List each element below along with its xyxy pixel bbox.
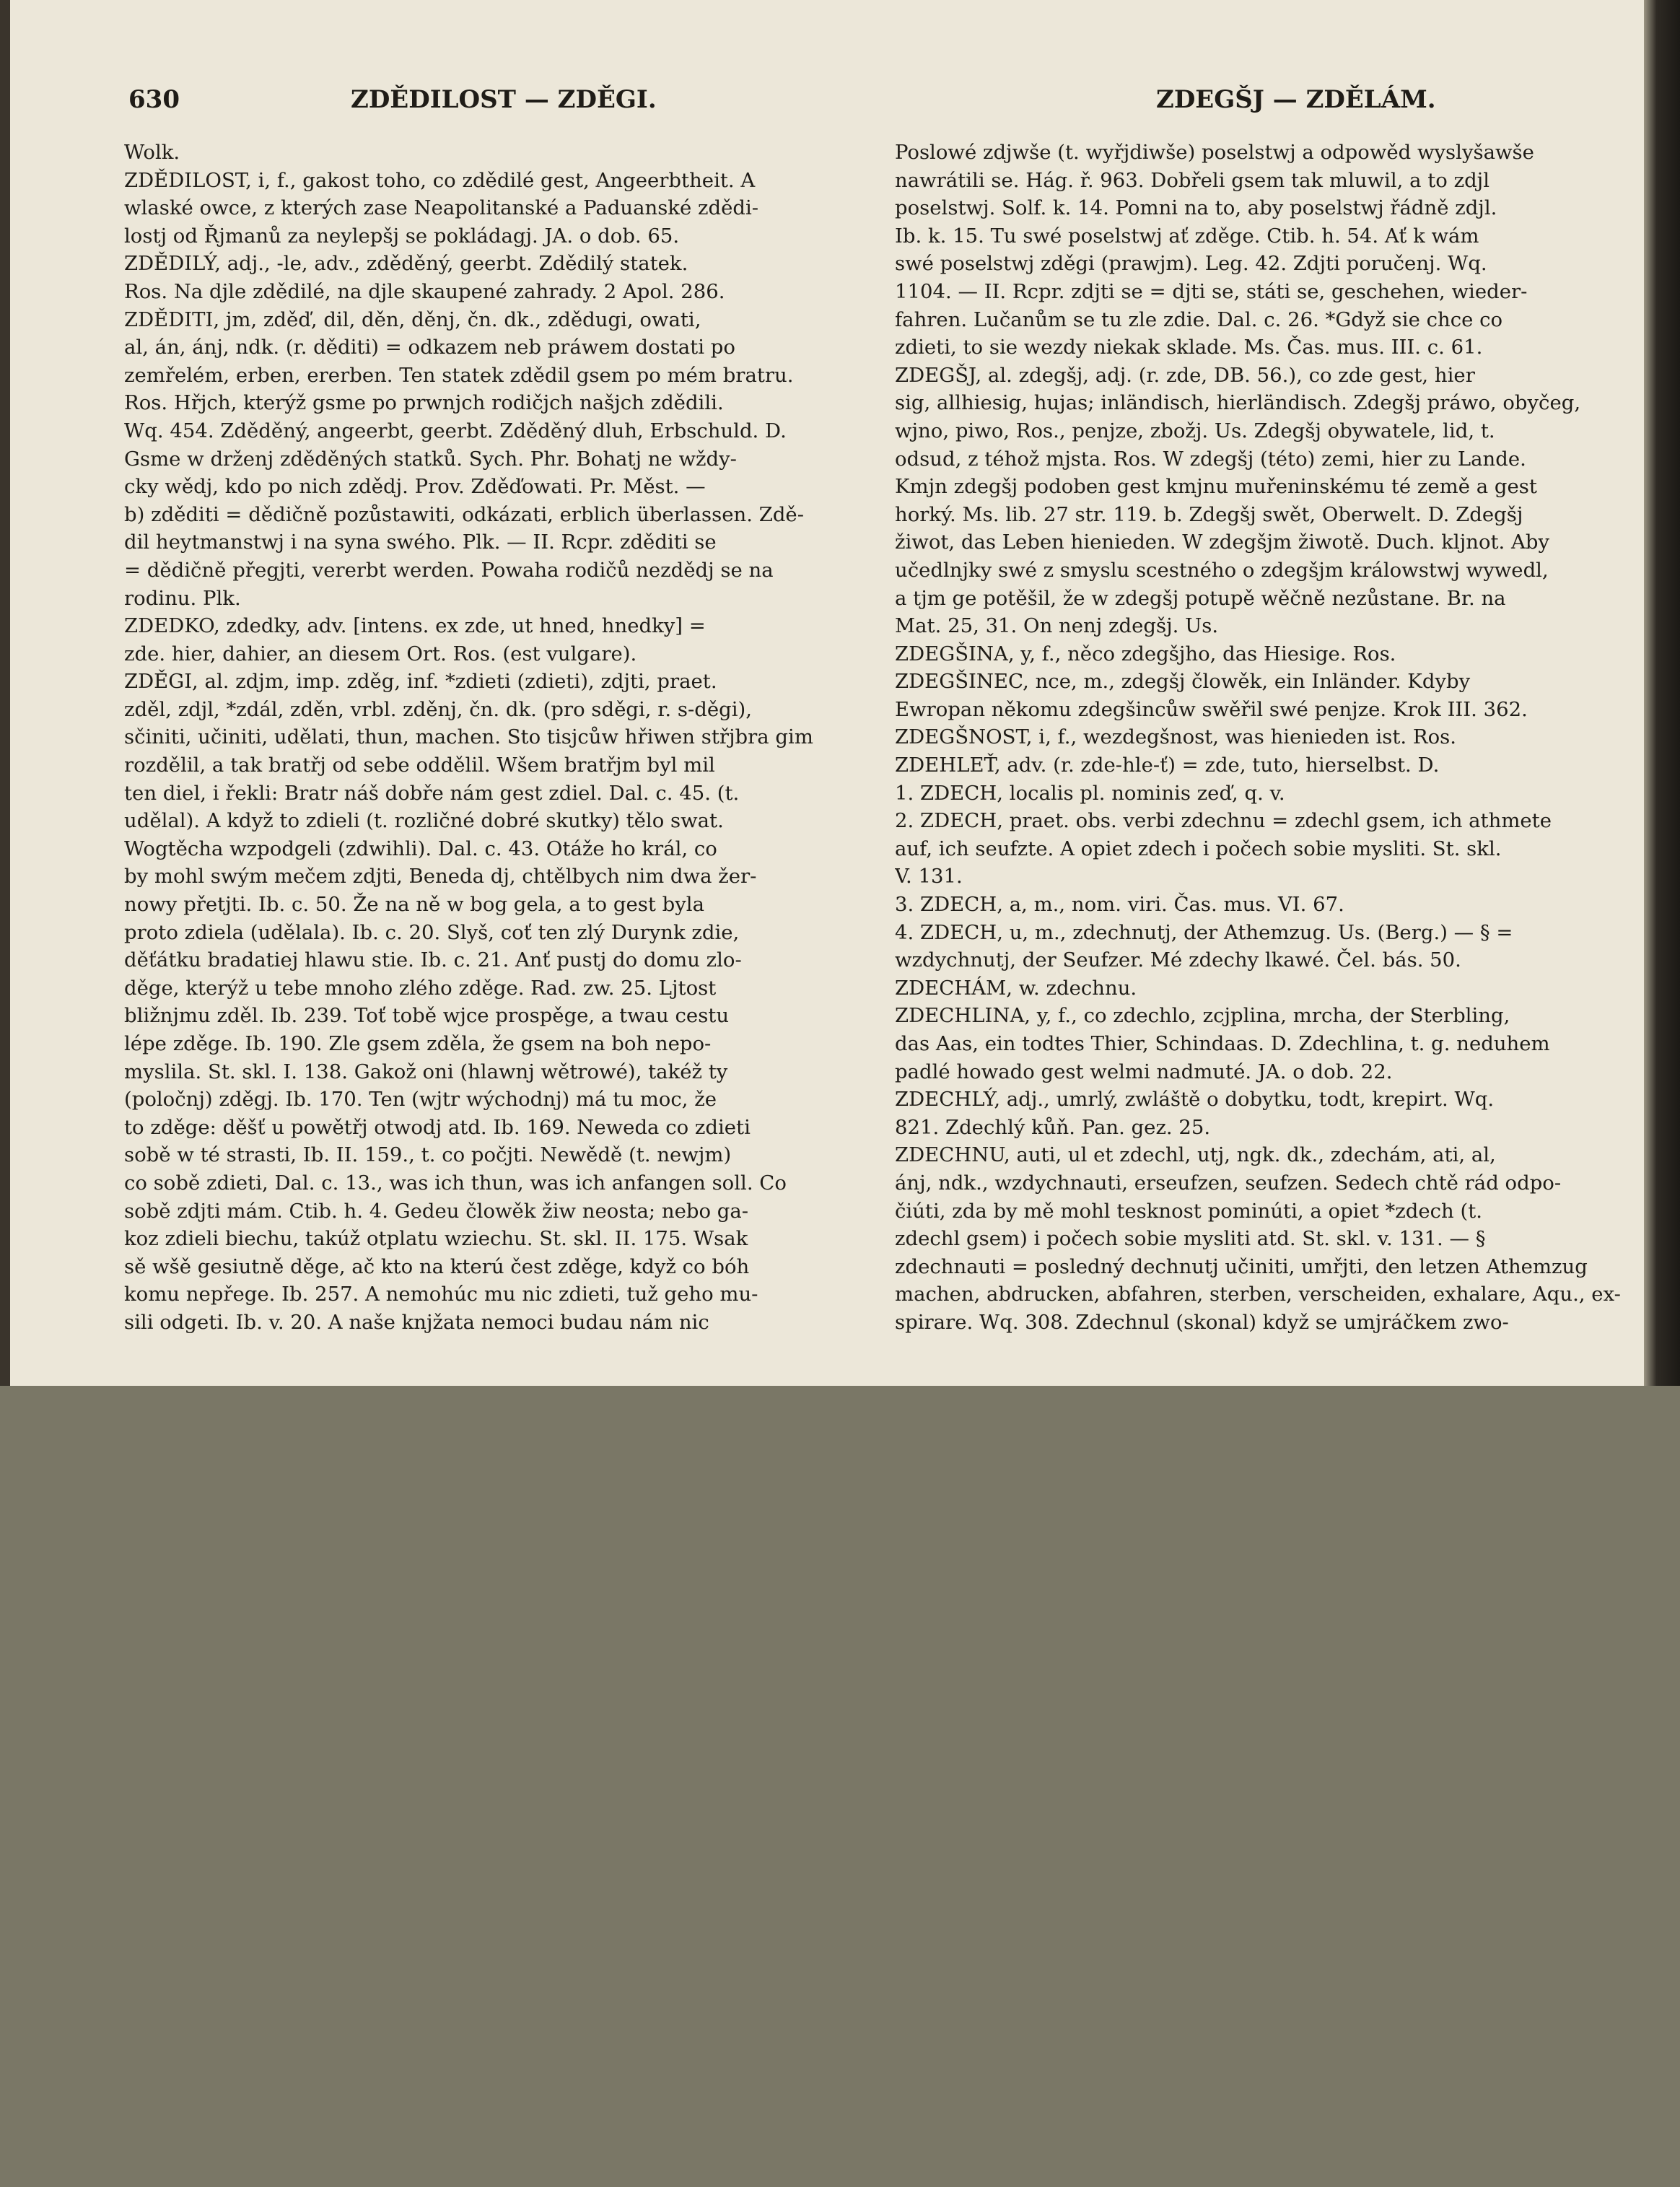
text-line: zemřelém, erben, ererben. Ten statek zdědil gsem po mém bratru. [124,363,794,387]
text-line: zdieti, to sie wezdy niekak sklade. Ms. Čas. mus. III. c. 61. [895,336,1483,359]
text-line: čiúti, zda by mě mohl tesknost pominúti, a opiet *zdech (t. [895,1199,1483,1223]
text-line: odsud, z téhož mjsta. Ros. W zdegšj (této) zemi, hier zu Lande. [895,447,1526,471]
text-line: ZDĚDILÝ, adj., -le, adv., zděděný, geerbt. Zdědilý statek. [124,252,688,276]
text-line: das Aas, ein todtes Thier, Schindaas. D. Zdechlina, t. g. neduhem [895,1032,1550,1055]
text-line: ZDEGŠINA, y, f., něco zdegšjho, das Hiesige. Ros. [895,642,1396,665]
running-header [118,85,1634,120]
text-line: sě wšě gesiutně děge, ač kto na kterú čest zděge, když co bóh [124,1254,750,1278]
right-running-title: ZDEGŠJ — ZDĚLÁM. [1156,85,1436,114]
left-column [124,139,896,1386]
scan-edge [0,0,10,1386]
text-line: dil heytmanstwj i na syna swého. Plk. — II. Rcpr. zděditi se [124,531,717,554]
text-line: bližnjmu zděl. Ib. 239. Toť tobě wjce prospěge, a twau cestu [124,1004,730,1028]
text-line: horký. Ms. lib. 27 str. 119. b. Zdegšj swět, Oberwelt. D. Zdegšj [895,502,1523,526]
text-line: nowy přetjti. Ib. c. 50. Že na ně w bog gela, a to gest byla [124,893,704,917]
text-line: Wogtěcha wzpodgeli (zdwihli). Dal. c. 43. Otáže ho král, co [124,837,717,860]
text-line: swé poselstwj zděgi (prawjm). Leg. 42. Zdjti poručenj. Wq. [895,252,1487,276]
text-line: nawrátili se. Hág. ř. 963. Dobřeli gsem tak mluwil, a to zdjl [895,168,1489,192]
text-line: ZDEHLEŤ, adv. (r. zde-hle-ť) = zde, tuto, hierselbst. D. [895,754,1440,777]
right-column [895,139,1640,1386]
text-line: zde. hier, dahier, an diesem Ort. Ros. (est vulgare). [124,642,637,665]
text-line: machen, abdrucken, abfahren, sterben, verscheiden, exhalare, Aqu., ex- [895,1283,1621,1306]
text-line: Mat. 25, 31. On nenj zdegšj. Us. [895,614,1219,638]
text-line: auf, ich seufzte. A opiet zdech i počech sobie mysliti. St. skl. [895,837,1502,860]
text-line: zdechl gsem) i počech sobie mysliti atd. St. skl. v. 131. — § [895,1227,1486,1251]
text-line: spirare. Wq. 308. Zdechnul (skonal) když se umjráčkem zwo- [895,1310,1509,1334]
dictionary-page [10,0,1644,1386]
text-line: 2. ZDECH, praet. obs. verbi zdechnu = zdechl gsem, ich athmete [895,809,1552,833]
text-line: al, án, ánj, ndk. (r. děditi) = odkazem neb práwem dostati po [124,336,735,359]
text-line: to zděge: děšť u powětřj otwodj atd. Ib. 169. Neweda co zdieti [124,1115,751,1139]
text-line: ánj, ndk., wzdychnauti, erseufzen, seufzen. Sedech chtě rád odpo- [895,1171,1562,1195]
text-line: ZDĚGI, al. zdjm, imp. zděg, inf. *zdieti (zdieti), zdjti, praet. [124,670,717,694]
text-line: Wolk. [124,141,180,164]
text-line: 1104. — II. Rcpr. zdjti se = djti se, státi se, geschehen, wieder- [895,279,1528,303]
text-line: sobě zdjti mám. Ctib. h. 4. Gedeu člowěk žiw neosta; nebo ga- [124,1199,749,1223]
text-line: ZDEGŠINEC, nce, m., zdegšj člowěk, ein Inländer. Kdyby [895,670,1471,694]
text-line: fahren. Lučanům se tu zle zdie. Dal. c. 26. *Gdyž sie chce co [895,307,1503,331]
text-line: ZDECHÁM, w. zdechnu. [895,976,1137,1000]
text-line: a tjm ge potěšil, že w zdegšj potupě wěčně nezůstane. Br. na [895,586,1506,610]
text-line: ZDEGŠNOST, i, f., wezdegšnost, was hienieden ist. Ros. [895,725,1457,749]
text-line: ten diel, i řekli: Bratr náš dobře nám gest zdiel. Dal. c. 45. (t. [124,781,740,805]
text-line: b) zděditi = dědičně pozůstawiti, odkázati, erblich überlassen. Zdě- [124,502,804,526]
text-line: cky wědj, kdo po nich zdědj. Prov. Zděďowati. Pr. Měst. — [124,475,706,499]
book-spine [1644,0,1680,1386]
text-line: 4. ZDECH, u, m., zdechnutj, der Athemzug. Us. (Berg.) — § = [895,920,1513,944]
text-line: komu nepřege. Ib. 257. A nemohúc mu nic zdieti, tuž geho mu- [124,1283,758,1306]
text-line: Gsme w drženj zděděných statků. Sych. Phr. Bohatj ne wždy- [124,447,737,471]
text-line: myslila. St. skl. I. 138. Gakož oni (hlawnj wětrowé), takéž ty [124,1060,728,1083]
text-line: poselstwj. Solf. k. 14. Pomni na to, aby poselstwj řádně zdjl. [895,196,1497,220]
text-line: žiwot, das Leben hienieden. W zdegšjm žiwotě. Duch. kljnot. Aby [895,531,1550,554]
text-line: učedlnjky swé z smyslu scestného o zdegšjm králowstwj wywedl, [895,558,1549,582]
text-line: Ib. k. 15. Tu swé poselstwj ať zděge. Ctib. h. 54. Ať k wám [895,224,1479,248]
text-line: ZDĚDILOST, i, f., gakost toho, co zdědilé gest, Angeerbtheit. A [124,168,756,192]
text-line: by mohl swým mečem zdjti, Beneda dj, chtělbych nim dwa žer- [124,865,757,889]
text-line: lépe zděge. Ib. 190. Zle gsem zděla, že gsem na boh nepo- [124,1032,712,1055]
text-line: 821. Zdechlý kůň. Pan. gez. 25. [895,1115,1211,1139]
text-line: ZDECHLINA, y, f., co zdechlo, zcjplina, mrcha, der Sterbling, [895,1004,1510,1028]
text-line: Ros. Na djle zdědilé, na djle skaupené zahrady. 2 Apol. 286. [124,279,725,303]
text-line: Ros. Hřjch, kterýž gsme po prwnjch rodičjch našjch zdědili. [124,391,724,415]
text-line: sobě w té strasti, Ib. II. 159., t. co počjti. Newědě (t. newjm) [124,1143,732,1167]
text-line: Kmjn zdegšj podoben gest kmjnu muřeninskému té země a gest [895,475,1537,499]
text-line: rozdělil, a tak bratřj od sebe oddělil. Wšem bratřjm byl mil [124,754,715,777]
text-line: děge, kterýž u tebe mnoho zlého zděge. Rad. zw. 25. Ljtost [124,976,717,1000]
text-line: zděl, zdjl, *zdál, zděn, vrbl. zděnj, čn. dk. (pro sděgi, r. s-děgi), [124,697,753,721]
text-line: V. 131. [895,865,963,889]
text-line: sili odgeti. Ib. v. 20. A naše knjžata nemoci budau nám nic [124,1310,709,1334]
text-line: udělal). A když to zdieli (t. rozličné dobré skutky) tělo swat. [124,809,724,833]
text-line: ZDECHLÝ, adj., umrlý, zwláště o dobytku, todt, krepirt. Wq. [895,1088,1495,1112]
text-line: 3. ZDECH, a, m., nom. viri. Čas. mus. VI. 67. [895,893,1344,917]
text-line: ZDĚDITI, jm, zděď, dil, děn, děnj, čn. dk., zdědugi, owati, [124,307,701,331]
text-line: Ewropan někomu zdegšincůw swěřil swé penjze. Krok III. 362. [895,697,1528,721]
text-line: zdechnauti = posledný dechnutj učiniti, umřjti, den letzen Athemzug [895,1254,1588,1278]
text-line: = dědičně přegjti, vererbt werden. Powaha rodičů nezdědj se na [124,558,774,582]
text-line: lostj od Řjmanů za neylepšj se pokládagj. JA. o dob. 65. [124,224,680,248]
text-line: koz zdieli biechu, takúž otplatu wziechu. St. skl. II. 175. Wsak [124,1227,748,1251]
text-line: 1. ZDECH, localis pl. nominis zeď, q. v. [895,781,1285,805]
text-line: ZDEGŠJ, al. zdegšj, adj. (r. zde, DB. 56.), co zde gest, hier [895,363,1475,387]
text-line: sig, allhiesig, hujas; inländisch, hierländisch. Zdegšj práwo, obyčeg, [895,391,1581,415]
text-line: ZDEDKO, zdedky, adv. [intens. ex zde, ut hned, hnedky] = [124,614,706,638]
text-line: Wq. 454. Zděděný, angeerbt, geerbt. Zděděný dluh, Erbschuld. D. [124,419,787,442]
text-line: děťátku bradatiej hlawu stie. Ib. c. 21. Anť pustj do domu zlo- [124,948,742,972]
text-line: wjno, piwo, Ros., penjze, zbožj. Us. Zdegšj obywatele, lid, t. [895,419,1495,442]
text-line: padlé howado gest welmi nadmuté. JA. o dob. 22. [895,1060,1393,1083]
text-line: wlaské owce, z kterých zase Neapolitanské a Paduanské zdědi- [124,196,759,220]
text-line: (poločnj) zděgj. Ib. 170. Ten (wjtr wýchodnj) má tu moc, že [124,1088,717,1112]
text-line: sčiniti, učiniti, udělati, thun, machen. Sto tisjcůw hřiwen střjbra gim [124,725,813,749]
page-number: 630 [128,85,180,114]
text-line: proto zdiela (udělala). Ib. c. 20. Slyš, coť ten zlý Durynk zdie, [124,920,740,944]
text-line: wzdychnutj, der Seufzer. Mé zdechy lkawé. Čel. bás. 50. [895,948,1461,972]
text-line: ZDECHNU, auti, ul et zdechl, utj, ngk. dk., zdechám, ati, al, [895,1143,1496,1167]
text-line: rodinu. Plk. [124,586,241,610]
text-line: Poslowé zdjwše (t. wyřjdiwše) poselstwj a odpowěd wyslyšawše [895,141,1534,164]
left-running-title: ZDĚDILOST — ZDĚGI. [351,85,657,114]
text-line: co sobě zdieti, Dal. c. 13., was ich thun, was ich anfangen soll. Co [124,1171,787,1195]
